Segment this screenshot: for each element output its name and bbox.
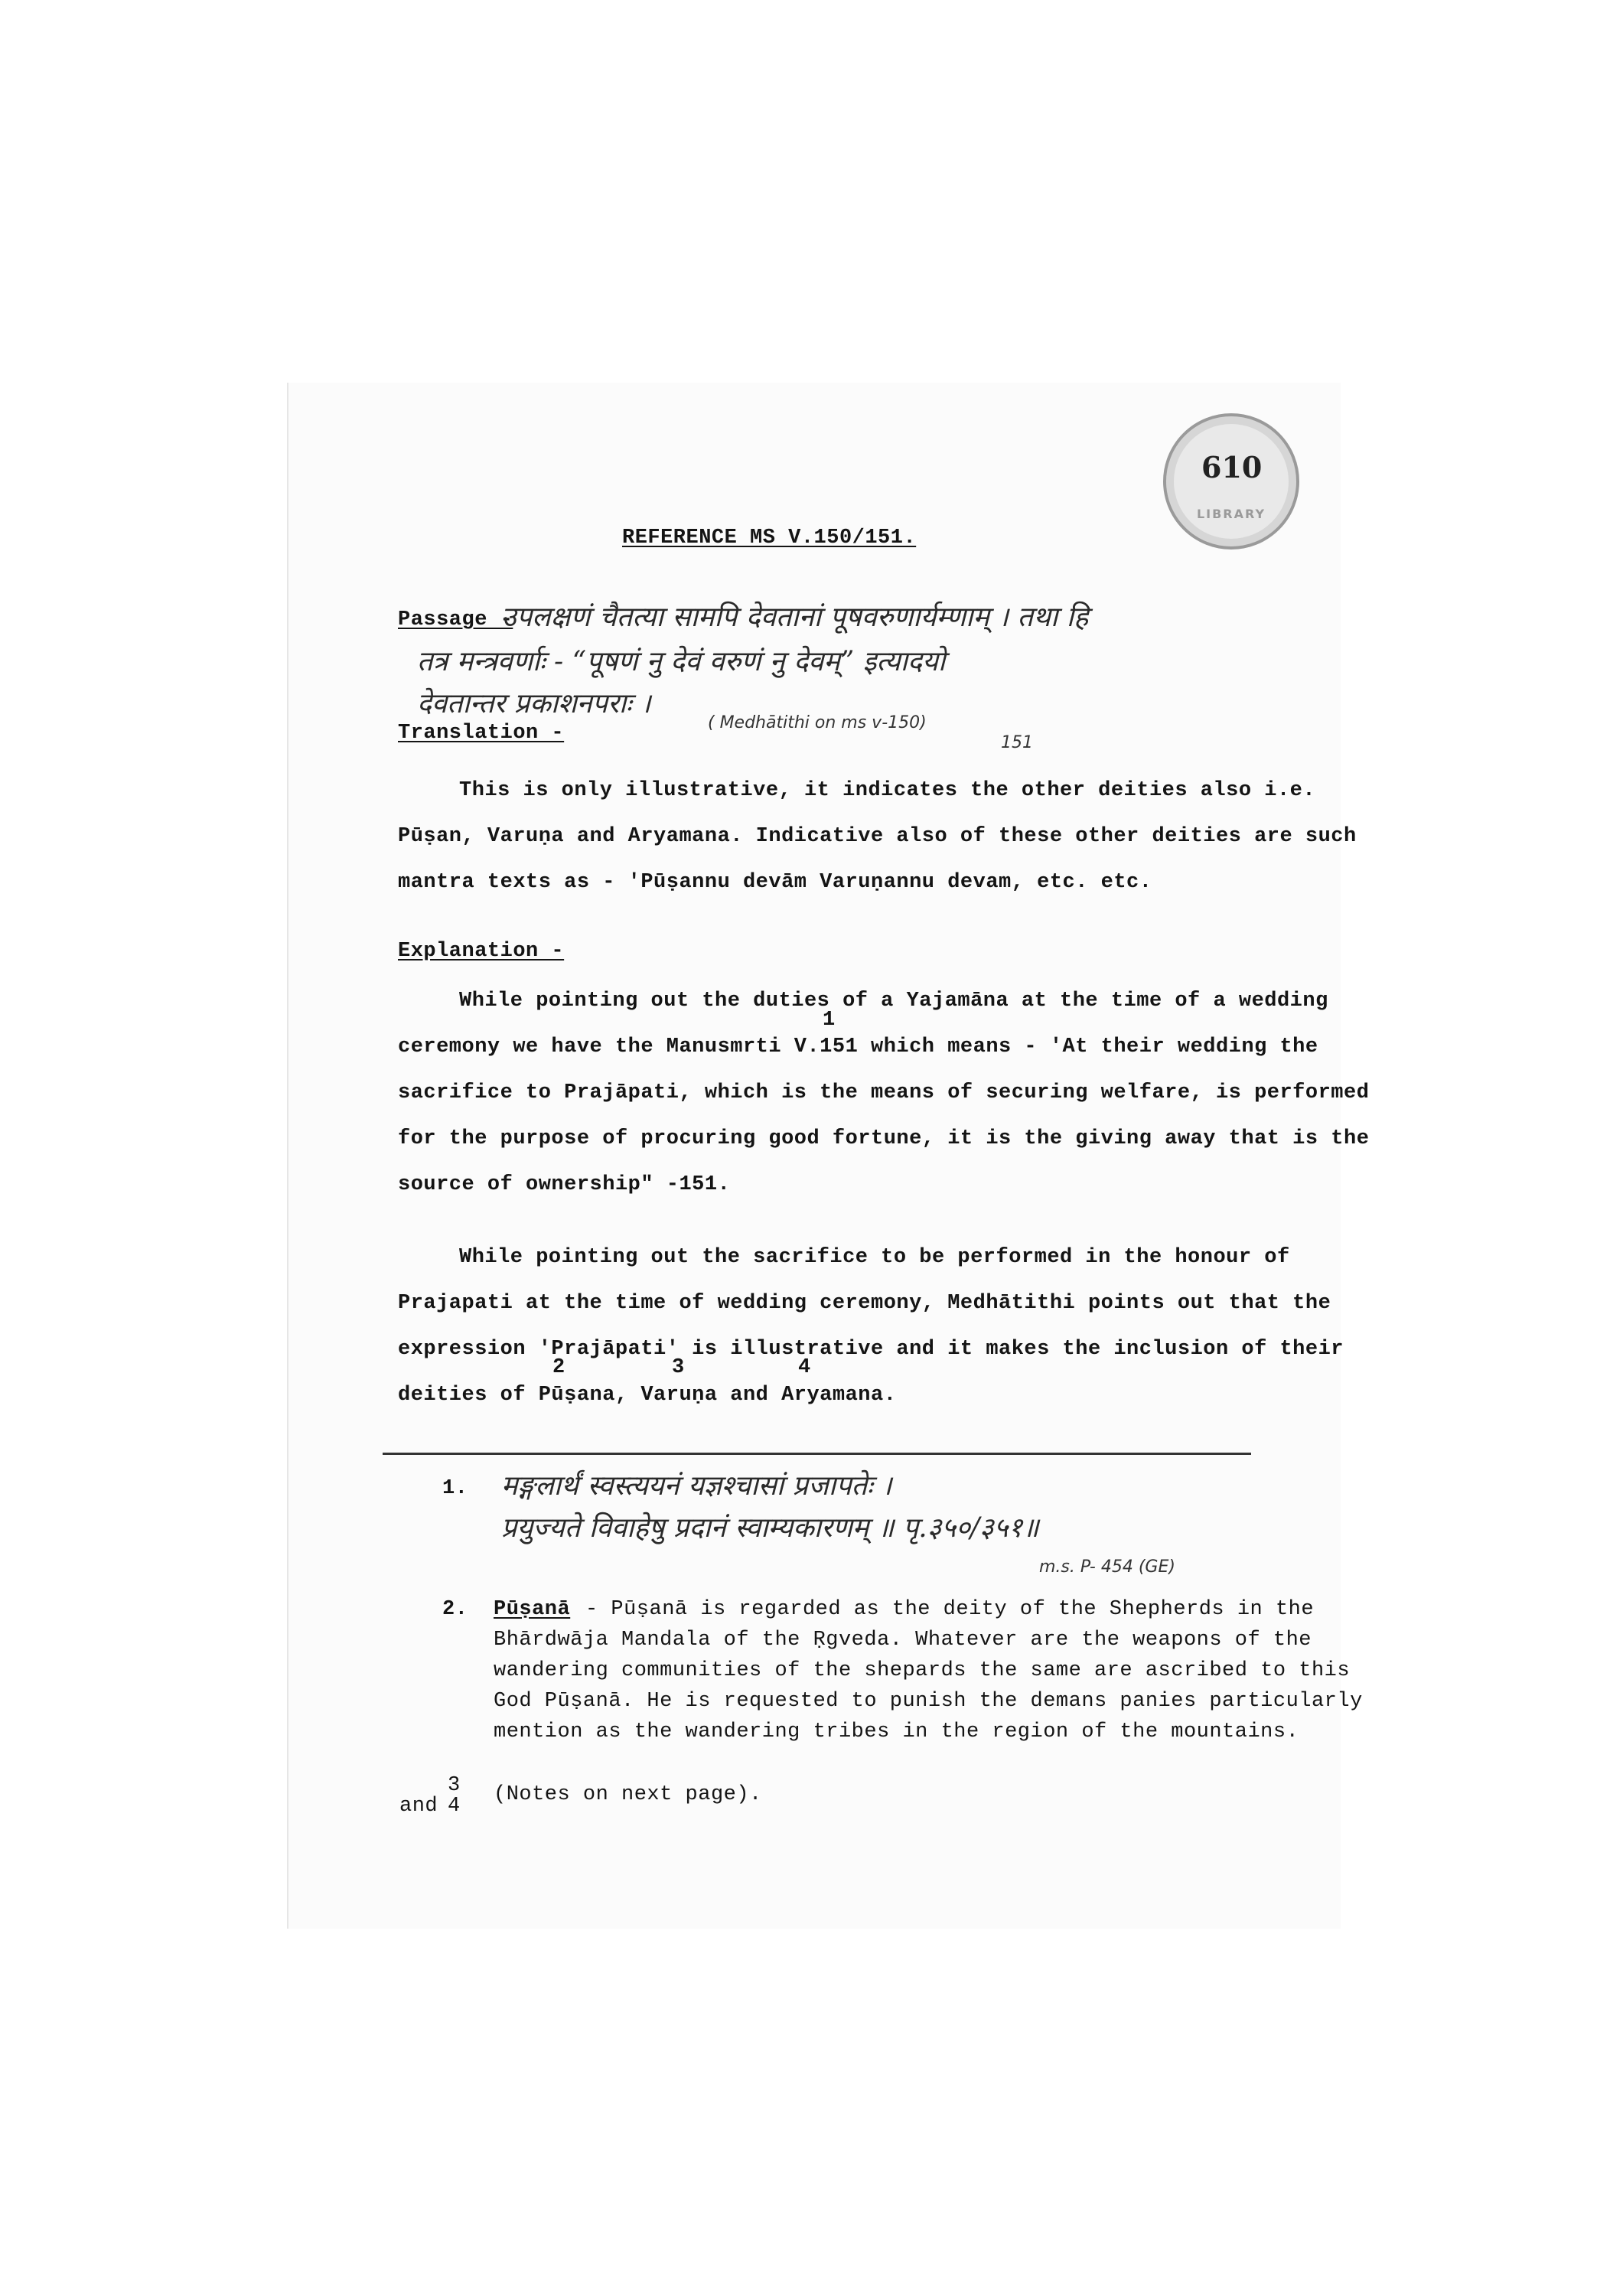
footnote-ref-4: 4: [798, 1356, 811, 1379]
explanation-para2-line-3: expression 'Prajāpati' is illustrative and it makes the inclusion of their: [398, 1338, 1344, 1361]
explanation-para1-line-2: ceremony we have the Manusmrti V.151 which means - 'At their wedding the: [398, 1035, 1318, 1058]
footnote-2-line-3: wandering communities of the shepards the same are ascribed to this: [494, 1659, 1351, 1682]
stamp-label: LIBRARY: [1196, 507, 1266, 521]
explanation-para1-line-3: sacrifice to Prajāpati, which is the means of securing welfare, is performed: [398, 1081, 1370, 1104]
translation-line-3: mantra texts as - 'Pūṣannu devām Varuṇannu devam, etc. etc.: [398, 871, 1152, 894]
passage-line-3: देवतान्तर प्रकाशनपराः ।: [417, 688, 651, 719]
footnote-1-reference: m.s. P- 454 (GE): [1039, 1557, 1175, 1577]
document-title: REFERENCE MS V.150/151.: [622, 527, 917, 550]
footnote-ref-3: 3: [672, 1356, 685, 1379]
footnote-2-term: Pūṣanā: [494, 1598, 571, 1621]
passage-label: Passage -: [398, 608, 513, 631]
footnote-2-number: 2.: [442, 1598, 468, 1621]
explanation-para1-line-1: While pointing out the duties of a Yajamāna at the time of a wedding: [459, 990, 1328, 1013]
footnote-ref-4-marker: 4: [448, 1795, 461, 1818]
footnote-ref-3-marker: 3: [448, 1774, 461, 1797]
footnote-1-line-2: प्रयुज्यते विवाहेषु प्रदानं स्वाम्यकारणम् ॥ पृ.३५०/३५१॥: [501, 1512, 1039, 1544]
passage-line-1: उपलक्षणं चैतत्या सामपि देवतानां पूषवरुणार्यम्णाम् । तथा हि: [501, 602, 1089, 633]
translation-source-note: ( Medhātithi on ms v-150): [708, 713, 927, 732]
footnote-ref-1: 1: [823, 1009, 836, 1032]
footnote-2-line-1: - Pūṣanā is regarded as the deity of the Shepherds in the: [585, 1598, 1315, 1621]
footnote-divider: [383, 1453, 1251, 1455]
notes-next-page: (Notes on next page).: [494, 1783, 762, 1806]
footnote-ref-2: 2: [552, 1356, 565, 1379]
explanation-para1-line-4: for the purpose of procuring good fortune, it is the giving away that is the: [398, 1127, 1370, 1150]
explanation-para2-line-2: Prajapati at the time of wedding ceremony, Medhātithi points out that the: [398, 1292, 1331, 1315]
explanation-label: Explanation -: [398, 940, 565, 963]
passage-line-2: तत्र मन्त्रवर्णाः - “पूषणं नु देवं वरुणं नु देवम्” इत्यादयो: [417, 646, 946, 677]
notes-and-label: and: [399, 1795, 438, 1818]
footnote-1-line-1: मङ्गलार्थं स्वस्त्ययनं यज्ञश्चासां प्रजापतेः ।: [501, 1470, 892, 1502]
footnote-2-line-2: Bhārdwāja Mandala of the Ṛgveda. Whatever are the weapons of the: [494, 1629, 1312, 1652]
explanation-para2-line-4: deities of Pūṣana, Varuṇa and Aryamana.: [398, 1384, 897, 1407]
translation-line-2: Pūṣan, Varuṇa and Aryamana. Indicative also of these other deities are such: [398, 825, 1357, 848]
footnote-1-number: 1.: [442, 1477, 468, 1500]
translation-line-1: This is only illustrative, it indicates the other deities also i.e.: [459, 779, 1316, 802]
explanation-para2-line-1: While pointing out the sacrifice to be performed in the honour of: [459, 1246, 1290, 1269]
explanation-para1-line-5: source of ownership" -151.: [398, 1173, 731, 1196]
translation-source-note-sub: 151: [1001, 733, 1033, 752]
page-number: 610: [1201, 450, 1263, 484]
footnote-2-line-5: mention as the wandering tribes in the region of the mountains.: [494, 1720, 1299, 1743]
translation-label: Translation -: [398, 722, 565, 745]
footnote-2-line-4: God Pūṣanā. He is requested to punish the demans panies particularly: [494, 1690, 1363, 1713]
